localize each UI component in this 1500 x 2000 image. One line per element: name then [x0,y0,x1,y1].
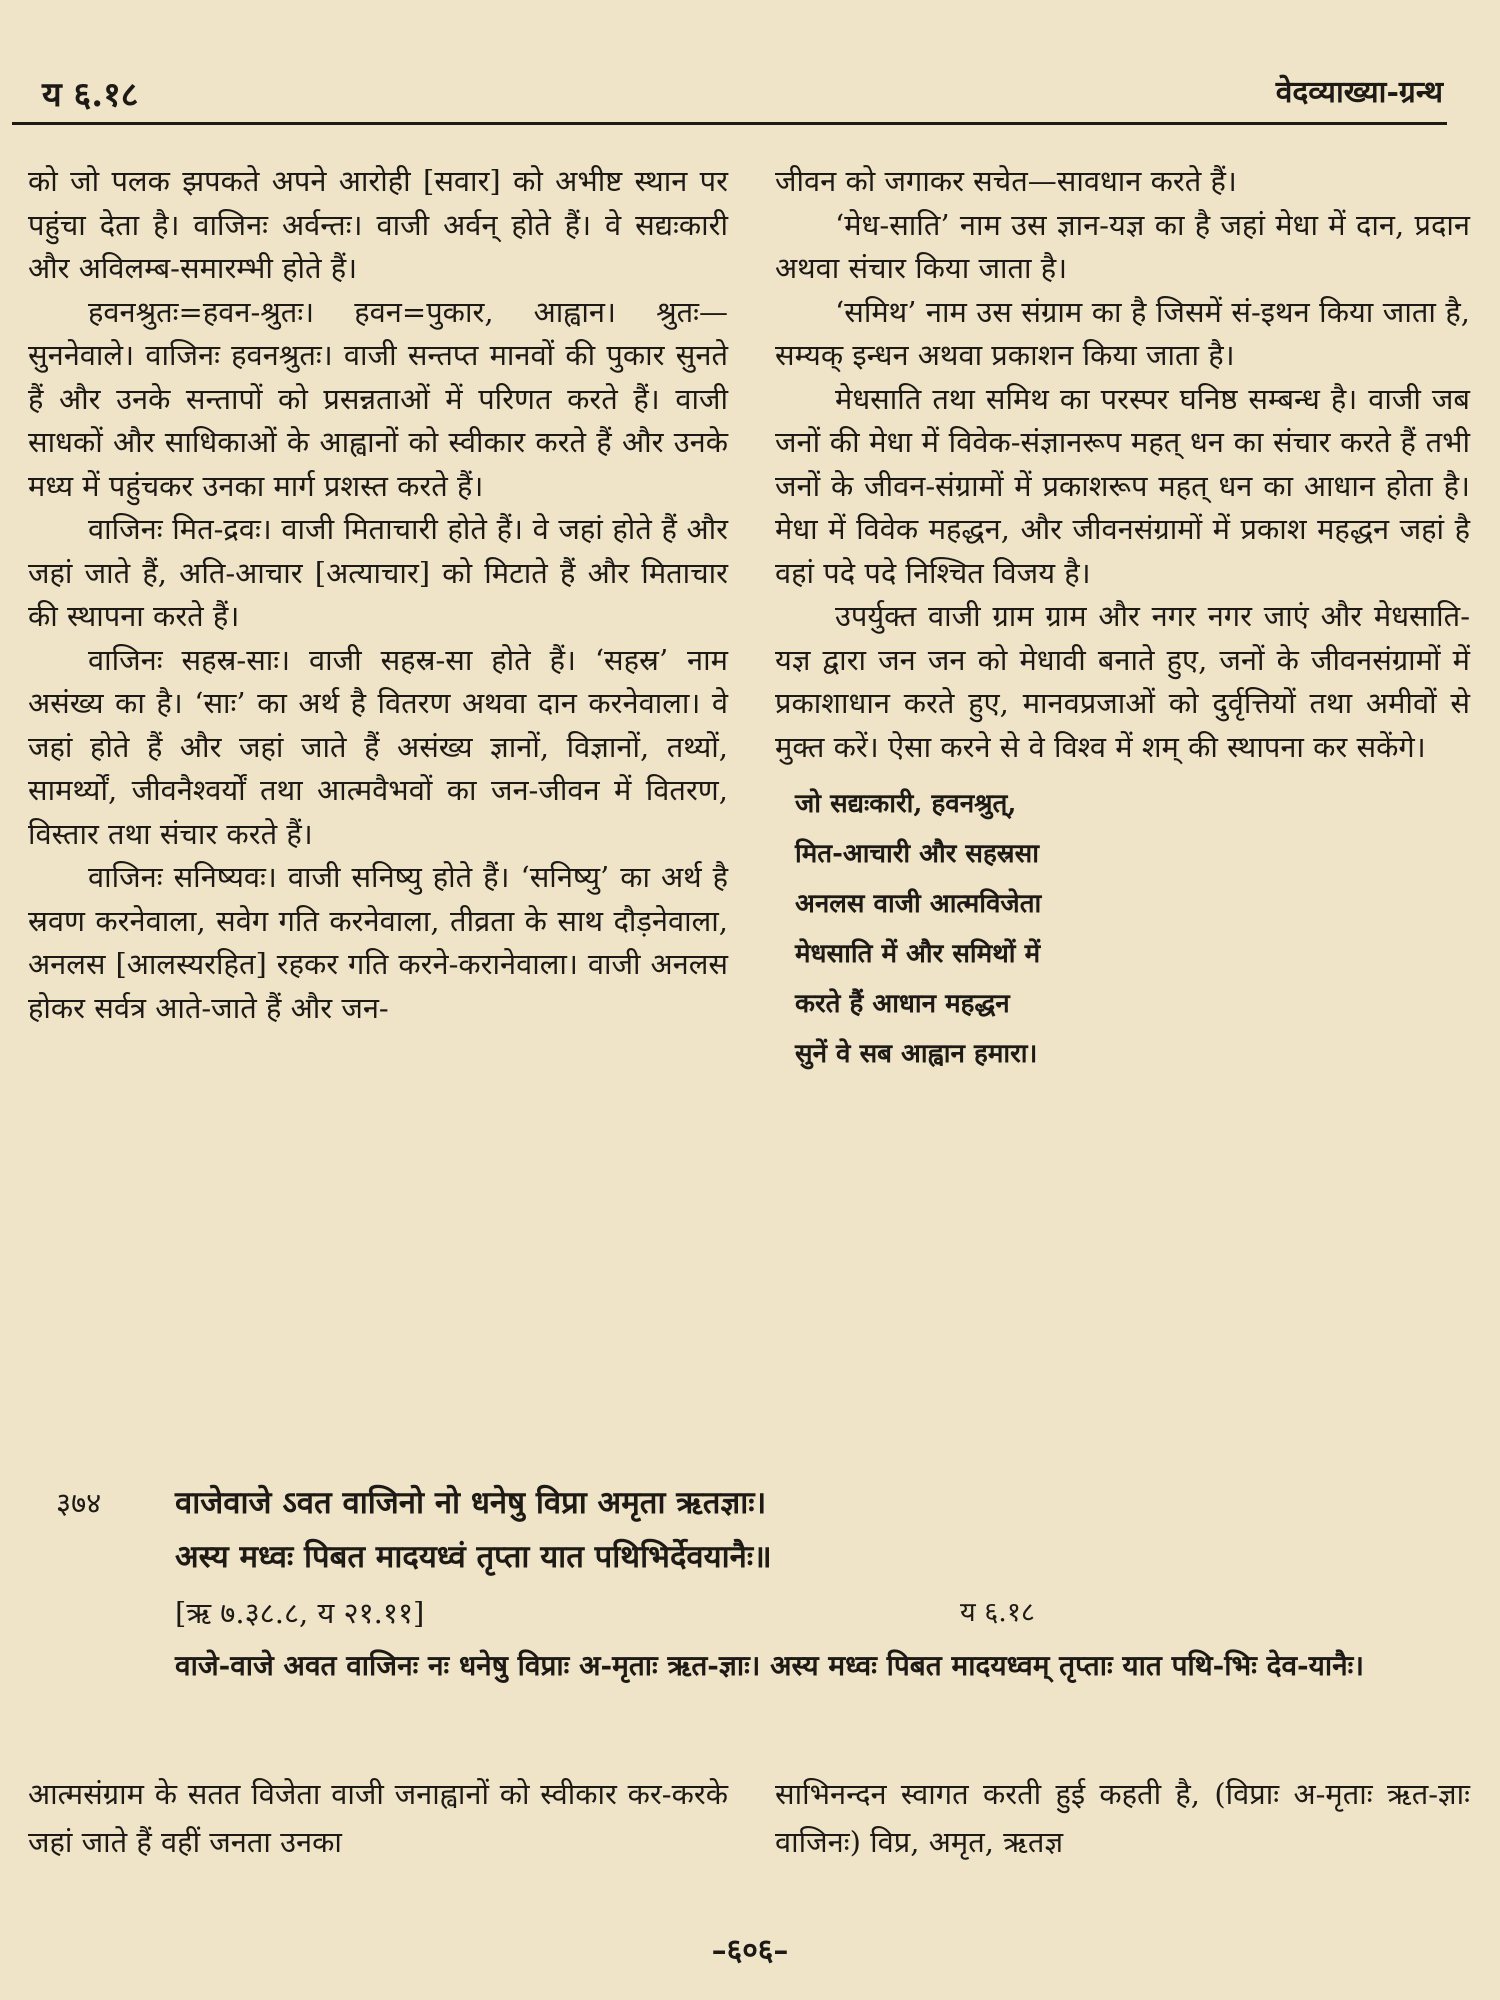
padapatha: वाजे-वाजे अवत वाजिनः नः धनेषु विप्राः अ-मृताः ऋत-ज्ञाः। अस्य मध्वः पिबत मादयध्वम् तृप्ताः यात पथि-भिः देव-यानैः। [175,1649,1364,1682]
paragraph: ‘मेध-साति’ नाम उस ज्ञान-यज्ञ का है जहां मेधा में दान, प्रदान अथवा संचार किया जाता है। [775,207,1470,285]
mantra-number: ३७४ [56,1486,102,1520]
poem-line: करते हैं आधान महद्धन [795,989,1010,1019]
paragraph: जीवन को जगाकर सचेत—सावधान करते हैं। [775,164,1237,198]
page-number: –६०६– [711,1933,789,1968]
paragraph: मेधसाति तथा समिथ का परस्पर घनिष्ठ सम्बन्ध है। वाजी जब जनों की मेधा में विवेक-संज्ञानरूप महत् धन का संचार करते हैं तभी जनों के जीवन-संग्रामों में प्रकाशरूप महत् धन का आधान होता है। मेधा में विवेक महद्धन, और जीवनसंग्रामों में प्रकाश महद्धन जहां है वहां पदे पदे निश्चित विजय है। [775,381,1470,590]
verse-poem [775,779,1470,1079]
poem-line: अनलस वाजी आत्मविजेता [795,889,1042,919]
paragraph: वाजिनः मित-द्रवः। वाजी मिताचारी होते हैं। वे जहां होते हैं और जहां जाते हैं, अति-आचार [अत्याचार] को मिटाते हैं और मिताचार की स्थापना करते हैं। [28,512,728,633]
poem-line: जो सद्यःकारी, हवनश्रुत्, [795,789,1017,819]
paragraph: वाजिनः सनिष्यवः। वाजी सनिष्यु होते हैं। ‘सनिष्यु’ का अर्थ है स्रवण करनेवाला, सवेग गति करनेवाला, तीव्रता के साथ दौड़नेवाला, अनलस [आलस्यरहित] रहकर गति करने-करानेवाला। वाजी अनलस होकर सर्वत्र आते-जाते हैं और जन- [28,860,728,1025]
mantra-line-2: अस्य मध्वः पिबत मादयध्वं तृप्ता यात पथिभिर्देवयानैः॥ [175,1539,772,1575]
paragraph: ‘समिथ’ नाम उस संग्राम का है जिसमें सं-इथन किया जाता है, सम्यक् इन्धन अथवा प्रकाशन किया जाता है। [775,294,1470,372]
mantra-line-1: वाजेवाजे ऽवत वाजिनो नो धनेषु विप्रा अमृता ऋतज्ञाः। [175,1485,767,1521]
poem-line: मित-आचारी और सहस्रसा [795,839,1039,869]
bottom-right-text: साभिनन्दन स्वागत करती हुई कहती है, (विप्राः अ-मृताः ऋत-ज्ञाः वाजिनः) विप्र, अमृत, ऋतज्ञ [775,1777,1470,1859]
mantra-yajur-reference: य ६.१८ [960,1597,1035,1628]
paragraph: उपर्युक्त वाजी ग्राम ग्राम और नगर नगर जाएं और मेधसाति-यज्ञ द्वारा जन जन को मेधावी बनाते हुए, जनों के जीवनसंग्रामों में प्रकाशाधान करते हुए, मानवप्रजाओं को दुर्वृत्तियों तथा अमीवों से मुक्त करें। ऐसा करने से वे विश्व में शम् की स्थापना कर सकेंगे। [775,599,1470,764]
poem-line: सुनें वे सब आह्वान हमारा। [795,1039,1038,1069]
running-header [12,62,1447,125]
header-verse-ref: य ६.१८ [42,75,139,115]
bottom-left-text: आत्मसंग्राम के सतत विजेता वाजी जनाह्वानों को स्वीकार कर-करके जहां जाते हैं वहीं जनता उनका [28,1777,728,1859]
paragraph: को जो पलक झपकते अपने आरोही [सवार] को अभीष्ट स्थान पर पहुंचा देता है। वाजिनः अर्वन्तः। वाजी अर्वन् होते हैं। वे सद्यःकारी और अविलम्ब-समारम्भी होते हैं। [28,164,728,285]
left-column [28,160,728,1030]
header-book-title: वेदव्याख्या-ग्रन्थ [1275,75,1443,110]
poem-line: मेधसाति में और समिथों में [795,939,1041,969]
paragraph: हवनश्रुतः=हवन-श्रुतः। हवन=पुकार, आह्वान। श्रुतः—सुननेवाले। वाजिनः हवनश्रुतः। वाजी सन्तप्त मानवों की पुकार सुनते हैं और उनके सन्तापों को प्रसन्नताओं में परिणत करते हैं। वाजी साधकों और साधिकाओं के आह्वानों को स्वीकार करते हैं और उनके मध्य में पहुंचकर उनका मार्ग प्रशस्त करते हैं। [28,294,728,503]
right-column [775,160,1470,1079]
mantra-reference: [ऋ ७.३८.८, य २१.११] [175,1596,425,1630]
paragraph: वाजिनः सहस्र-साः। वाजी सहस्र-सा होते हैं। ‘सहस्र’ नाम असंख्य का है। ‘साः’ का अर्थ है वितरण अथवा दान करनेवाला। वे जहां होते हैं और जहां जाते हैं असंख्य ज्ञानों, विज्ञानों, तथ्यों, सामर्थ्यों, जीवनैश्वर्यों तथा आत्मवैभवों का जन-जीवन में वितरण, विस्तार तथा संचार करते हैं। [28,642,728,851]
